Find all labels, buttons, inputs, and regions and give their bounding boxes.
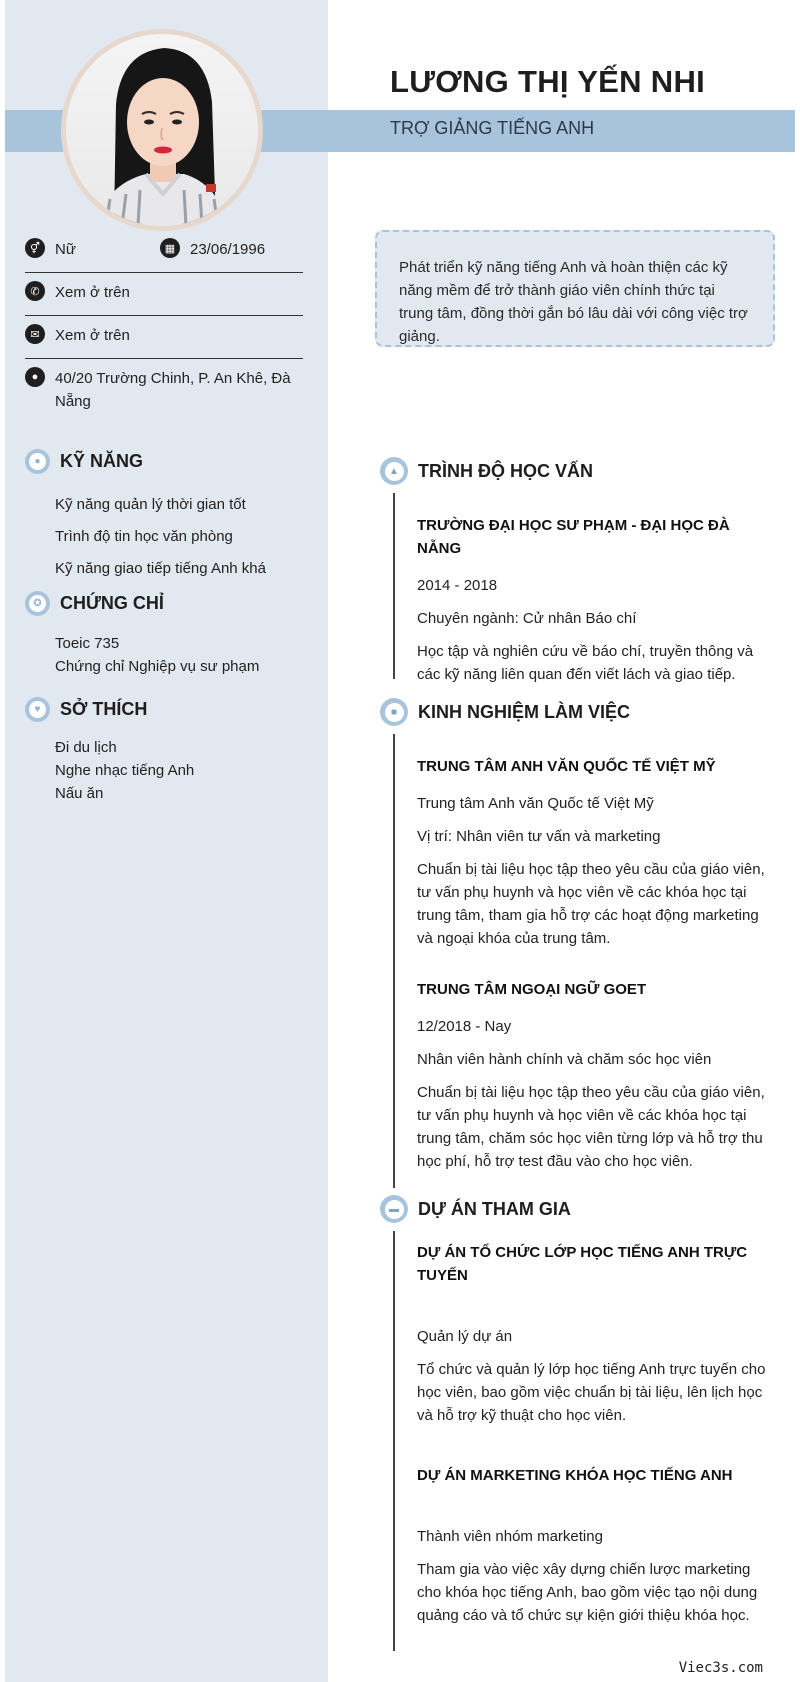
birthday-value: 23/06/1996	[190, 241, 266, 258]
project-description: Tổ chức và quản lý lớp học tiếng Anh trực tuyến cho học viên, bao gồm việc chuẩn bị tài liệu, lên lịch học và hỗ trợ kỹ thuật cho học viên.	[417, 1361, 766, 1424]
list-item: Nấu ăn	[55, 785, 104, 802]
project-entry	[417, 1241, 777, 1427]
job-entry	[417, 978, 777, 1173]
education-title: TRÌNH ĐỘ HỌC VẤN	[418, 460, 593, 481]
list-item: Toeic 735	[55, 635, 120, 652]
projects-heading	[380, 1195, 571, 1223]
skills-title: KỸ NĂNG	[60, 451, 144, 471]
timeline-line	[393, 1231, 395, 1651]
info-row-address	[25, 359, 303, 413]
info-row-gender-birthday	[25, 238, 303, 273]
skills-heading	[25, 449, 143, 474]
job-line1: Trung tâm Anh văn Quốc tế Việt Mỹ	[417, 795, 654, 812]
list-item: Nghe nhạc tiếng Anh	[55, 762, 195, 779]
info-row-phone	[25, 273, 303, 316]
job-org: TRUNG TÂM NGOẠI NGỮ GOET	[417, 981, 647, 998]
gender-value: Nữ	[55, 241, 76, 258]
hobbies-list	[55, 736, 194, 805]
certificate-icon: ✪	[25, 591, 50, 616]
education-major: Chuyên ngành: Cử nhân Báo chí	[417, 610, 637, 627]
job-org: TRUNG TÂM ANH VĂN QUỐC TẾ VIỆT MỸ	[417, 758, 716, 775]
skills-icon: ●	[25, 449, 50, 474]
timeline-line	[393, 493, 395, 679]
job-line2: Vị trí: Nhân viên tư vấn và marketing	[417, 828, 661, 845]
heart-icon: ♥	[25, 697, 50, 722]
phone-value: Xem ở trên	[55, 284, 130, 301]
career-objective: Phát triển kỹ năng tiếng Anh và hoàn thiện các kỹ năng mềm để trở thành giáo viên chính thức tại trung tâm, đồng thời gắn bó lâu dài với công việc trợ giảng.	[375, 230, 775, 347]
list-item: Kỹ năng quản lý thời gian tốt	[55, 496, 246, 513]
candidate-name: LƯƠNG THỊ YẾN NHI	[390, 64, 706, 99]
list-item: Đi du lịch	[55, 739, 117, 756]
gender-icon: ⚥	[25, 238, 45, 258]
project-description: Tham gia vào việc xây dựng chiến lược marketing cho khóa học tiếng Anh, bao gồm việc tạo nội dung quảng cáo và tổ chức sự kiện giới thiệu khóa học.	[417, 1561, 758, 1624]
email-value: Xem ở trên	[55, 327, 130, 344]
briefcase-icon: ■	[380, 698, 408, 726]
job-entry	[417, 755, 777, 950]
avatar-frame	[61, 29, 263, 231]
list-item: Chứng chỉ Nghiệp vụ sư phạm	[55, 658, 260, 675]
job-line2: Nhân viên hành chính và chăm sóc học viên	[417, 1051, 712, 1068]
project-role: Thành viên nhóm marketing	[417, 1528, 603, 1545]
project-name: DỰ ÁN TỔ CHỨC LỚP HỌC TIẾNG ANH TRỰC TUYẾN	[417, 1244, 748, 1284]
personal-info	[25, 238, 303, 413]
avatar	[66, 34, 258, 226]
projects-title: DỰ ÁN THAM GIA	[418, 1198, 571, 1219]
folder-icon: ▬	[380, 1195, 408, 1223]
portrait-photo	[66, 34, 258, 226]
email-icon: ✉	[25, 324, 45, 344]
certificates-heading	[25, 591, 164, 616]
job-description: Chuẩn bị tài liệu học tập theo yêu cầu của giáo viên, tư vấn phụ huynh và học viên về các khóa học tại trung tâm, tham gia hỗ trợ các hoạt động marketing và ngoại khóa của trung tâm.	[417, 861, 765, 947]
education-period: 2014 - 2018	[417, 577, 498, 594]
job-description: Chuẩn bị tài liệu học tập theo yêu cầu của giáo viên, tư vấn phụ huynh và học viên về các khóa học tại trung tâm, chăm sóc học viên từng lớp và hỗ trợ thu học phí, hỗ trợ test đầu vào cho học viên.	[417, 1084, 765, 1170]
experience-heading	[380, 698, 630, 726]
skills-list	[55, 489, 266, 585]
info-row-email	[25, 316, 303, 359]
footer-brand: Viec3s.com	[678, 1660, 763, 1676]
project-name: DỰ ÁN MARKETING KHÓA HỌC TIẾNG ANH	[417, 1467, 733, 1484]
job-line1: 12/2018 - Nay	[417, 1018, 512, 1035]
list-item: Kỹ năng giao tiếp tiếng Anh khá	[55, 560, 266, 577]
project-entry	[417, 1464, 777, 1627]
certificates-list	[55, 632, 259, 678]
timeline-line	[393, 734, 395, 1188]
experience-title: KINH NGHIỆM LÀM VIỆC	[418, 701, 631, 722]
hobbies-heading	[25, 697, 147, 722]
certificates-title: CHỨNG CHỈ	[60, 593, 164, 613]
list-item: Trình độ tin học văn phòng	[55, 528, 233, 545]
school-name: TRƯỜNG ĐẠI HỌC SƯ PHẠM - ĐẠI HỌC ĐÀ NẴNG	[417, 517, 730, 557]
address-value: 40/20 Trường Chinh, P. An Khê, Đà Nẵng	[55, 370, 291, 410]
hobbies-title: SỞ THÍCH	[60, 699, 148, 719]
location-icon: ●	[25, 367, 45, 387]
education-description: Học tập và nghiên cứu về báo chí, truyền thông và các kỹ năng liên quan đến viết lách và giao tiếp.	[417, 643, 754, 683]
education-entry	[417, 514, 777, 686]
calendar-icon: ▦	[160, 238, 180, 258]
graduation-cap-icon: ▲	[380, 457, 408, 485]
project-role: Quản lý dự án	[417, 1328, 513, 1345]
job-title: TRỢ GIẢNG TIẾNG ANH	[390, 118, 595, 138]
phone-icon: ✆	[25, 281, 45, 301]
education-heading	[380, 457, 593, 485]
